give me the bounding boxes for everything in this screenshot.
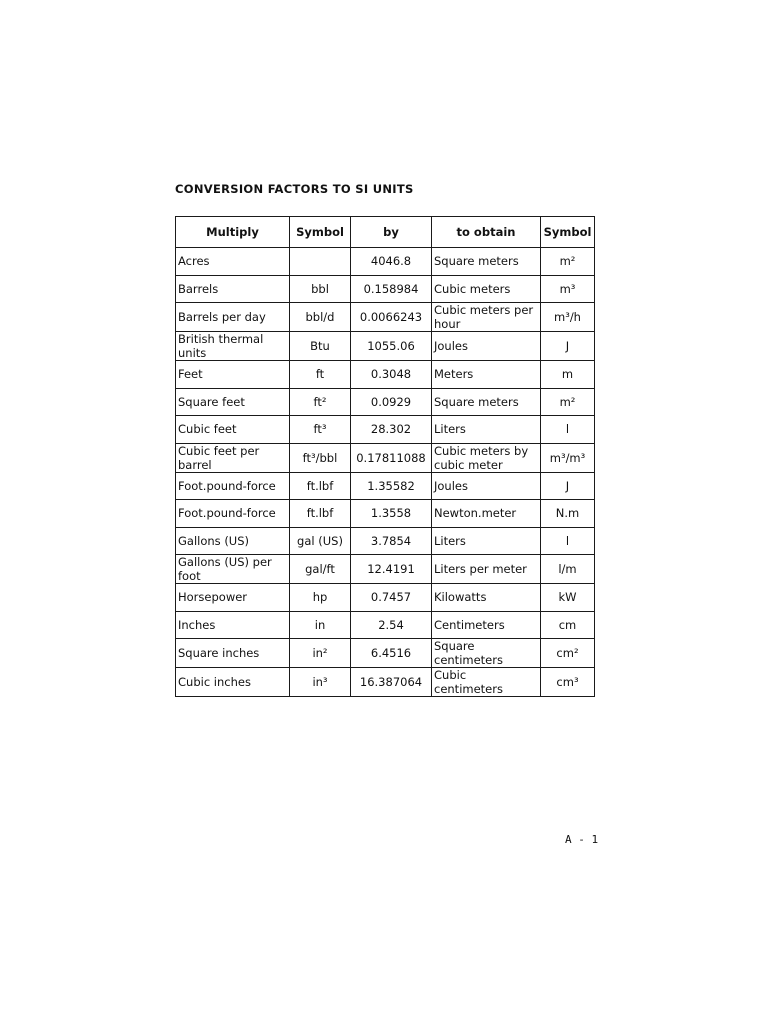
table-row — [176, 611, 595, 639]
cell-multiply: Horsepower — [176, 584, 290, 612]
cell-symbol: Btu — [290, 332, 351, 361]
cell-multiply: Cubic feet per barrel — [176, 443, 290, 472]
cell-to-obtain: Square meters — [432, 388, 541, 416]
cell-multiply: Barrels — [176, 275, 290, 303]
table-body — [176, 248, 595, 697]
header-symbol: Symbol — [290, 217, 351, 248]
cell-symbol: in² — [290, 639, 351, 668]
cell-to-obtain: Cubic meters by cubic meter — [432, 443, 541, 472]
cell-factor: 0.0066243 — [351, 303, 432, 332]
cell-si-symbol: cm² — [541, 639, 595, 668]
cell-symbol: ft — [290, 361, 351, 389]
cell-multiply: Feet — [176, 361, 290, 389]
table-row — [176, 639, 595, 668]
cell-factor: 1.3558 — [351, 500, 432, 528]
cell-symbol — [290, 248, 351, 276]
cell-symbol: bbl — [290, 275, 351, 303]
cell-symbol: gal (US) — [290, 527, 351, 555]
cell-to-obtain: Centimeters — [432, 611, 541, 639]
table-row — [176, 388, 595, 416]
cell-to-obtain: Cubic centimeters — [432, 668, 541, 697]
cell-factor: 3.7854 — [351, 527, 432, 555]
cell-multiply: Inches — [176, 611, 290, 639]
cell-si-symbol: m² — [541, 388, 595, 416]
page-number: A - 1 — [565, 833, 599, 846]
header-multiply: Multiply — [176, 217, 290, 248]
cell-factor: 16.387064 — [351, 668, 432, 697]
cell-to-obtain: Liters per meter — [432, 555, 541, 584]
cell-to-obtain: Cubic meters — [432, 275, 541, 303]
cell-to-obtain: Cubic meters per hour — [432, 303, 541, 332]
cell-to-obtain: Square meters — [432, 248, 541, 276]
cell-si-symbol: m² — [541, 248, 595, 276]
header-symbol-si: Symbol — [541, 217, 595, 248]
cell-multiply: Square feet — [176, 388, 290, 416]
cell-si-symbol: cm — [541, 611, 595, 639]
cell-to-obtain: Kilowatts — [432, 584, 541, 612]
cell-multiply: Acres — [176, 248, 290, 276]
cell-factor: 1055.06 — [351, 332, 432, 361]
cell-to-obtain: Joules — [432, 472, 541, 500]
cell-symbol: gal/ft — [290, 555, 351, 584]
table-row — [176, 332, 595, 361]
table-row — [176, 668, 595, 697]
cell-si-symbol: m³ — [541, 275, 595, 303]
cell-symbol: ft² — [290, 388, 351, 416]
table-row — [176, 500, 595, 528]
header-row — [176, 217, 595, 248]
cell-multiply: Cubic feet — [176, 416, 290, 444]
cell-si-symbol: l/m — [541, 555, 595, 584]
cell-symbol: ft³/bbl — [290, 443, 351, 472]
cell-factor: 0.17811088 — [351, 443, 432, 472]
cell-multiply: Foot.pound-force — [176, 472, 290, 500]
cell-si-symbol: kW — [541, 584, 595, 612]
cell-factor: 2.54 — [351, 611, 432, 639]
cell-multiply: Gallons (US) per foot — [176, 555, 290, 584]
cell-si-symbol: m³/h — [541, 303, 595, 332]
cell-symbol: hp — [290, 584, 351, 612]
cell-symbol: in — [290, 611, 351, 639]
cell-to-obtain: Newton.meter — [432, 500, 541, 528]
cell-factor: 0.7457 — [351, 584, 432, 612]
cell-symbol: ft³ — [290, 416, 351, 444]
table-row — [176, 527, 595, 555]
page-title: CONVERSION FACTORS TO SI UNITS — [175, 182, 414, 196]
header-to-obtain: to obtain — [432, 217, 541, 248]
cell-multiply: British thermal units — [176, 332, 290, 361]
header-by: by — [351, 217, 432, 248]
cell-multiply: Square inches — [176, 639, 290, 668]
cell-factor: 0.0929 — [351, 388, 432, 416]
table-row — [176, 584, 595, 612]
cell-multiply: Cubic inches — [176, 668, 290, 697]
cell-to-obtain: Liters — [432, 527, 541, 555]
cell-symbol: ft.lbf — [290, 472, 351, 500]
cell-symbol: bbl/d — [290, 303, 351, 332]
table-row — [176, 275, 595, 303]
cell-to-obtain: Joules — [432, 332, 541, 361]
cell-si-symbol: N.m — [541, 500, 595, 528]
cell-to-obtain: Square centimeters — [432, 639, 541, 668]
cell-factor: 1.35582 — [351, 472, 432, 500]
table-row — [176, 303, 595, 332]
cell-factor: 12.4191 — [351, 555, 432, 584]
cell-si-symbol: cm³ — [541, 668, 595, 697]
cell-factor: 6.4516 — [351, 639, 432, 668]
table-row — [176, 472, 595, 500]
conversion-table — [175, 216, 595, 697]
table-row — [176, 416, 595, 444]
cell-multiply: Barrels per day — [176, 303, 290, 332]
cell-factor: 4046.8 — [351, 248, 432, 276]
cell-si-symbol: J — [541, 472, 595, 500]
cell-si-symbol: m³/m³ — [541, 443, 595, 472]
table-row — [176, 361, 595, 389]
cell-to-obtain: Liters — [432, 416, 541, 444]
cell-si-symbol: J — [541, 332, 595, 361]
table-header — [176, 217, 595, 248]
cell-factor: 0.3048 — [351, 361, 432, 389]
cell-si-symbol: l — [541, 527, 595, 555]
cell-to-obtain: Meters — [432, 361, 541, 389]
cell-multiply: Gallons (US) — [176, 527, 290, 555]
table-row — [176, 443, 595, 472]
table-row — [176, 248, 595, 276]
cell-si-symbol: l — [541, 416, 595, 444]
cell-symbol: ft.lbf — [290, 500, 351, 528]
cell-symbol: in³ — [290, 668, 351, 697]
cell-multiply: Foot.pound-force — [176, 500, 290, 528]
cell-factor: 28.302 — [351, 416, 432, 444]
table-row — [176, 555, 595, 584]
cell-si-symbol: m — [541, 361, 595, 389]
cell-factor: 0.158984 — [351, 275, 432, 303]
